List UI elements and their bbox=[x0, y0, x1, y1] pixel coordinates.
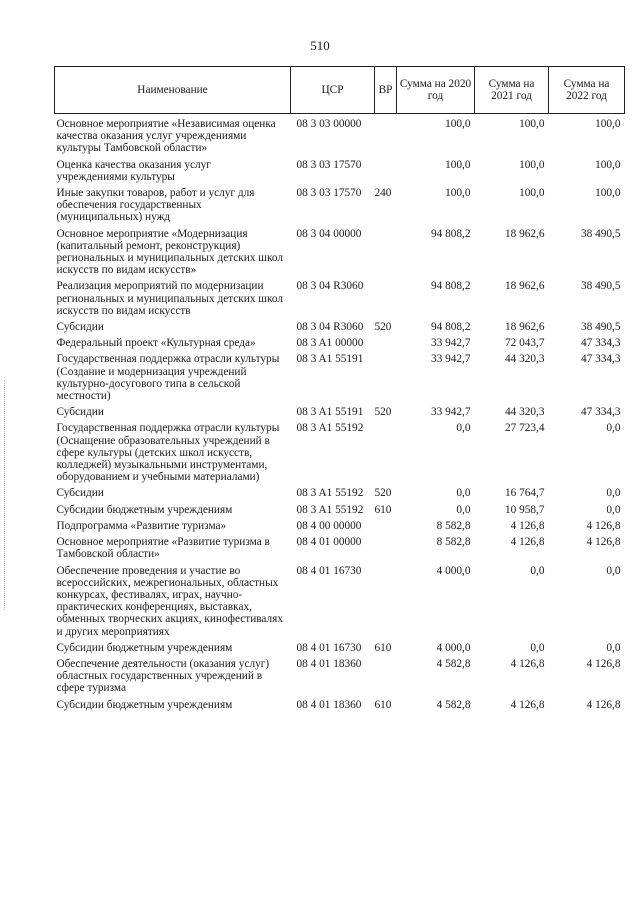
table-row bbox=[55, 402, 625, 418]
table-row bbox=[55, 333, 625, 349]
row-name: Обеспечение деятельности (оказания услуг) областных государственных учреждений в сфере туризма bbox=[56, 657, 270, 695]
row-sum-2020: 4 000,0 bbox=[436, 641, 471, 654]
page-number: 510 bbox=[310, 38, 330, 53]
row-name: Субсидии bbox=[56, 406, 104, 419]
row-sum-2021: 4 126,8 bbox=[510, 519, 545, 532]
row-sum-2021: 4 126,8 bbox=[510, 536, 545, 549]
row-name: Основное мероприятие «Развитие туризма в Тамбовской области» bbox=[56, 536, 270, 561]
row-vr-code bbox=[375, 561, 397, 638]
header-csr: ЦСР bbox=[291, 67, 375, 114]
row-name: Субсидии bbox=[56, 487, 104, 500]
row-name: Государственная поддержка отрасли культуры (Оснащение образовательных учреждений в сфере культуры (детских школ искусств, колледжей) музыкальными инструментами, оборудованием и учебными материалами) bbox=[56, 422, 280, 484]
row-sum-2022: 47 334,3 bbox=[580, 406, 621, 419]
row-name: Субсидии бюджетным учреждениям bbox=[56, 503, 233, 516]
row-sum-2020: 4 582,8 bbox=[436, 698, 471, 711]
table-row bbox=[55, 638, 625, 654]
row-sum-2021: 100,0 bbox=[519, 118, 545, 130]
row-vr-code bbox=[375, 654, 397, 695]
row-name: Реализация мероприятий по модернизации региональных и муниципальных детских школ искусств по видам искусств bbox=[56, 280, 284, 317]
row-sum-2020: 8 582,8 bbox=[436, 536, 471, 549]
table-body bbox=[55, 114, 625, 711]
row-sum-2020: 4 582,8 bbox=[436, 657, 471, 670]
table-row bbox=[55, 114, 625, 155]
row-vr-code bbox=[375, 532, 397, 560]
row-sum-2022: 0,0 bbox=[606, 503, 621, 516]
row-sum-2021: 18 962,6 bbox=[504, 227, 545, 240]
row-vr-code: 610 bbox=[374, 641, 392, 654]
row-sum-2022: 4 126,8 bbox=[586, 698, 621, 711]
table-row bbox=[55, 654, 625, 695]
row-sum-2020: 4 000,0 bbox=[436, 564, 471, 577]
row-vr-code: 520 bbox=[374, 406, 392, 419]
row-sum-2022: 4 126,8 bbox=[586, 536, 621, 549]
row-sum-2022: 4 126,8 bbox=[586, 519, 621, 532]
row-sum-2022: 47 334,3 bbox=[580, 353, 621, 366]
row-name: Федеральный проект «Культурная среда» bbox=[56, 337, 256, 350]
row-sum-2021: 10 958,7 bbox=[504, 503, 545, 516]
table-row bbox=[55, 516, 625, 532]
table-header bbox=[55, 67, 625, 114]
row-csr-code: 08 3 A1 00000 bbox=[296, 337, 364, 350]
row-sum-2020: 8 582,8 bbox=[436, 519, 471, 532]
row-sum-2021: 44 320,3 bbox=[504, 353, 545, 366]
table-row bbox=[55, 561, 625, 638]
row-name: Оценка качества оказания услуг учреждениями культуры bbox=[56, 158, 211, 183]
row-name: Субсидии bbox=[56, 321, 104, 334]
row-sum-2020: 100,0 bbox=[445, 187, 471, 200]
header-name: Наименование bbox=[55, 67, 291, 114]
row-vr-code bbox=[375, 418, 397, 483]
row-sum-2021: 18 962,6 bbox=[504, 280, 545, 293]
row-sum-2020: 94 808,2 bbox=[430, 280, 471, 293]
table-row bbox=[55, 349, 625, 402]
header-sum-2022: Сумма на 2022 год bbox=[549, 67, 625, 114]
row-sum-2020: 94 808,2 bbox=[430, 321, 471, 334]
table-row bbox=[55, 418, 625, 483]
row-sum-2020: 94 808,2 bbox=[430, 227, 471, 240]
table-row bbox=[55, 224, 625, 277]
row-csr-code: 08 3 A1 55192 bbox=[296, 422, 364, 435]
row-csr-code: 08 4 00 00000 bbox=[296, 519, 362, 532]
row-sum-2020: 100,0 bbox=[445, 118, 471, 130]
row-csr-code: 08 3 A1 55191 bbox=[296, 353, 364, 366]
row-name: Основное мероприятие «Модернизация (капитальный ремонт, реконструкция) региональных и муниципальных детских школ искусств по видам искусств» bbox=[56, 227, 284, 277]
row-sum-2022: 100,0 bbox=[595, 118, 621, 130]
row-name: Субсидии бюджетным учреждениям bbox=[56, 641, 233, 654]
row-sum-2021: 4 126,8 bbox=[510, 698, 545, 711]
scan-margin-mark bbox=[4, 380, 11, 610]
header-sum-2021: Сумма на 2021 год bbox=[475, 67, 549, 114]
row-sum-2021: 72 043,7 bbox=[504, 337, 545, 350]
row-vr-code: 520 bbox=[374, 321, 392, 334]
row-sum-2020: 0,0 bbox=[456, 503, 471, 516]
row-sum-2020: 33 942,7 bbox=[430, 337, 471, 350]
table-row bbox=[55, 183, 625, 224]
row-sum-2021: 16 764,7 bbox=[504, 487, 545, 500]
row-name: Государственная поддержка отрасли культуры (Создание и модернизация учреждений культурно-досугового типа в сельской местности) bbox=[56, 353, 280, 403]
header-vr: ВР bbox=[375, 67, 397, 114]
row-sum-2021: 100,0 bbox=[519, 158, 545, 171]
table-row bbox=[55, 695, 625, 711]
row-name: Обеспечение проведения и участие во всероссийских, межрегиональных, областных конкурсах, фестивалях, играх, научно-практических конференциях, выставках, обменных творческих акциях, кинофестивалях и других мероприятиях bbox=[56, 564, 284, 638]
row-sum-2021: 100,0 bbox=[519, 187, 545, 200]
table-row bbox=[55, 317, 625, 333]
row-name: Иные закупки товаров, работ и услуг для обеспечения государственных (муниципальных) нужд bbox=[56, 187, 255, 224]
row-csr-code: 08 3 04 00000 bbox=[296, 227, 362, 240]
row-sum-2021: 44 320,3 bbox=[504, 406, 545, 419]
row-vr-code: 520 bbox=[374, 487, 392, 500]
row-vr-code bbox=[375, 224, 397, 277]
row-sum-2022: 100,0 bbox=[595, 187, 621, 200]
row-vr-code bbox=[375, 276, 397, 317]
row-vr-code: 610 bbox=[374, 503, 392, 516]
header-row bbox=[55, 67, 625, 114]
budget-table bbox=[54, 66, 625, 711]
row-vr-code bbox=[375, 155, 397, 183]
row-csr-code: 08 3 03 17570 bbox=[296, 158, 362, 171]
row-sum-2022: 38 490,5 bbox=[580, 321, 621, 334]
row-csr-code: 08 3 03 00000 bbox=[296, 118, 362, 130]
row-sum-2020: 33 942,7 bbox=[430, 353, 471, 366]
row-vr-code bbox=[375, 333, 397, 349]
row-sum-2021: 18 962,6 bbox=[504, 321, 545, 334]
table-row bbox=[55, 155, 625, 183]
row-csr-code: 08 3 04 R3060 bbox=[296, 321, 364, 334]
row-csr-code: 08 4 01 18360 bbox=[296, 698, 362, 711]
row-name: Основное мероприятие «Независимая оценка качества оказания услуг учреждениями культуры Тамбовской области» bbox=[56, 118, 276, 155]
row-csr-code: 08 4 01 00000 bbox=[296, 536, 362, 549]
row-sum-2022: 0,0 bbox=[606, 422, 621, 435]
row-csr-code: 08 4 01 16730 bbox=[296, 641, 362, 654]
row-csr-code: 08 4 01 18360 bbox=[296, 657, 362, 670]
row-vr-code: 240 bbox=[374, 187, 392, 200]
row-vr-code bbox=[375, 114, 397, 155]
table-row bbox=[55, 532, 625, 560]
header-sum-2020: Сумма на 2020 год bbox=[397, 67, 475, 114]
row-sum-2020: 33 942,7 bbox=[430, 406, 471, 419]
table-row bbox=[55, 276, 625, 317]
row-sum-2022: 47 334,3 bbox=[580, 337, 621, 350]
row-sum-2020: 0,0 bbox=[456, 422, 471, 435]
row-csr-code: 08 3 A1 55191 bbox=[296, 406, 364, 419]
row-sum-2022: 0,0 bbox=[606, 641, 621, 654]
row-sum-2021: 0,0 bbox=[530, 564, 545, 577]
row-csr-code: 08 3 04 R3060 bbox=[296, 280, 364, 293]
table-row bbox=[55, 483, 625, 499]
row-sum-2022: 38 490,5 bbox=[580, 227, 621, 240]
row-sum-2021: 0,0 bbox=[530, 641, 545, 654]
row-sum-2022: 0,0 bbox=[606, 487, 621, 500]
row-sum-2022: 100,0 bbox=[595, 158, 621, 171]
row-vr-code: 610 bbox=[374, 698, 392, 711]
budget-table-container bbox=[54, 66, 624, 711]
row-sum-2020: 100,0 bbox=[445, 158, 471, 171]
row-vr-code bbox=[375, 516, 397, 532]
row-sum-2022: 0,0 bbox=[606, 564, 621, 577]
row-csr-code: 08 3 A1 55192 bbox=[296, 487, 364, 500]
row-sum-2022: 4 126,8 bbox=[586, 657, 621, 670]
row-sum-2022: 38 490,5 bbox=[580, 280, 621, 293]
row-sum-2021: 27 723,4 bbox=[504, 422, 545, 435]
row-csr-code: 08 3 03 17570 bbox=[296, 187, 362, 200]
row-vr-code bbox=[375, 349, 397, 402]
row-csr-code: 08 4 01 16730 bbox=[296, 564, 362, 577]
row-sum-2021: 4 126,8 bbox=[510, 657, 545, 670]
row-name: Субсидии бюджетным учреждениям bbox=[56, 698, 233, 711]
row-csr-code: 08 3 A1 55192 bbox=[296, 503, 364, 516]
table-row bbox=[55, 500, 625, 516]
row-name: Подпрограмма «Развитие туризма» bbox=[56, 519, 227, 532]
row-sum-2020: 0,0 bbox=[456, 487, 471, 500]
